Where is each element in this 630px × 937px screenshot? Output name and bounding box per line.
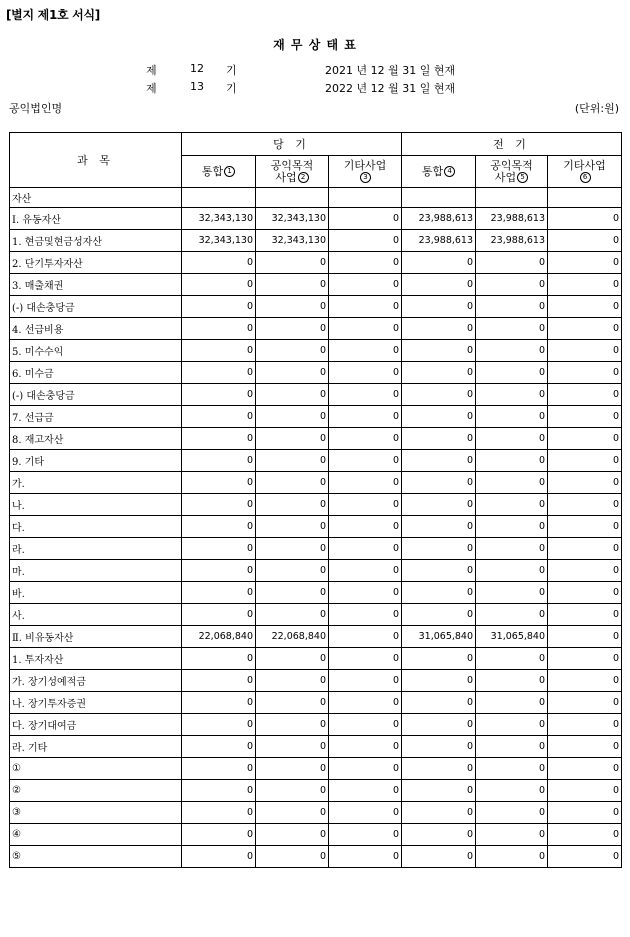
amount-cell: 0	[256, 450, 329, 472]
amount-cell: 0	[476, 406, 548, 428]
amount-cell: 0	[402, 252, 476, 274]
amount-cell: 0	[548, 538, 622, 560]
amount-cell: 0	[548, 252, 622, 274]
amount-cell: 0	[182, 582, 256, 604]
period-date: 2022 년 12 월 31 일 현재	[325, 82, 456, 95]
amount-cell: 0	[329, 692, 402, 714]
account-label: Ⅰ. 유동자산	[10, 208, 182, 230]
period-date: 2021 년 12 월 31 일 현재	[325, 64, 456, 77]
amount-cell: 0	[548, 846, 622, 868]
corporation-name-label: 공익법인명	[9, 102, 63, 115]
column-header	[256, 156, 329, 188]
amount-cell: 0	[402, 604, 476, 626]
amount-cell: 0	[476, 494, 548, 516]
amount-cell: 0	[548, 582, 622, 604]
amount-cell: 0	[402, 362, 476, 384]
amount-cell: 0	[548, 648, 622, 670]
amount-cell: 0	[548, 692, 622, 714]
amount-cell: 0	[182, 758, 256, 780]
account-label: 다. 장기대여금	[10, 714, 182, 736]
account-label: ④	[10, 824, 182, 846]
amount-cell	[476, 188, 548, 208]
amount-cell: 22,068,840	[182, 626, 256, 648]
amount-cell: 32,343,130	[256, 208, 329, 230]
balance-sheet-table	[9, 132, 622, 868]
amount-cell: 0	[548, 824, 622, 846]
column-number-mark: 5	[517, 172, 528, 183]
amount-cell: 0	[329, 670, 402, 692]
amount-cell: 0	[548, 296, 622, 318]
account-label: 나. 장기투자증권	[10, 692, 182, 714]
amount-cell: 0	[548, 340, 622, 362]
amount-cell: 0	[548, 516, 622, 538]
amount-cell: 0	[329, 252, 402, 274]
column-number-mark: 6	[580, 172, 591, 183]
account-label: (-) 대손충당금	[10, 296, 182, 318]
account-label: 다.	[10, 516, 182, 538]
column-header-line1: 기타사업	[563, 158, 606, 172]
account-label: 3. 매출채권	[10, 274, 182, 296]
amount-cell: 0	[256, 538, 329, 560]
account-label: 5. 미수수익	[10, 340, 182, 362]
period-gi: 기	[226, 82, 237, 95]
amount-cell: 0	[548, 560, 622, 582]
amount-cell: 0	[329, 758, 402, 780]
amount-cell: 0	[329, 230, 402, 252]
amount-cell: 0	[256, 824, 329, 846]
amount-cell: 0	[329, 560, 402, 582]
amount-cell: 0	[402, 824, 476, 846]
amount-cell: 32,343,130	[182, 230, 256, 252]
amount-cell: 0	[256, 274, 329, 296]
amount-cell: 0	[476, 604, 548, 626]
amount-cell: 0	[402, 406, 476, 428]
account-label: 가.	[10, 472, 182, 494]
account-label: (-) 대손충당금	[10, 384, 182, 406]
account-label: Ⅱ. 비유동자산	[10, 626, 182, 648]
amount-cell: 23,988,613	[402, 208, 476, 230]
amount-cell: 0	[476, 472, 548, 494]
amount-cell: 0	[402, 670, 476, 692]
column-header-line1: 공익목적	[270, 158, 314, 172]
amount-cell: 0	[256, 604, 329, 626]
amount-cell: 0	[329, 406, 402, 428]
amount-cell: 0	[182, 692, 256, 714]
table-body	[10, 188, 622, 868]
amount-cell: 0	[548, 384, 622, 406]
amount-cell	[402, 188, 476, 208]
amount-cell: 0	[476, 758, 548, 780]
amount-cell: 0	[329, 824, 402, 846]
column-header	[476, 156, 548, 188]
amount-cell: 0	[256, 780, 329, 802]
amount-cell: 0	[256, 692, 329, 714]
account-label: 6. 미수금	[10, 362, 182, 384]
amount-cell: 0	[548, 494, 622, 516]
amount-cell: 0	[402, 384, 476, 406]
table-row	[10, 824, 622, 846]
amount-cell: 0	[329, 494, 402, 516]
amount-cell: 0	[476, 362, 548, 384]
table-row	[10, 296, 622, 318]
amount-cell: 0	[402, 560, 476, 582]
previous-period-header: 전 기	[402, 133, 622, 156]
amount-cell: 0	[329, 736, 402, 758]
amount-cell: 0	[329, 318, 402, 340]
amount-cell: 23,988,613	[402, 230, 476, 252]
account-label: ②	[10, 780, 182, 802]
amount-cell: 0	[402, 450, 476, 472]
amount-cell: 0	[256, 736, 329, 758]
amount-cell: 0	[256, 714, 329, 736]
header-group-row	[10, 133, 622, 156]
amount-cell: 0	[476, 780, 548, 802]
unit-label: (단위:원)	[574, 102, 619, 115]
table-row	[10, 780, 622, 802]
amount-cell: 0	[256, 472, 329, 494]
amount-cell: 0	[402, 472, 476, 494]
table-row	[10, 340, 622, 362]
amount-cell: 0	[548, 758, 622, 780]
table-row	[10, 252, 622, 274]
amount-cell: 0	[402, 538, 476, 560]
table-row	[10, 208, 622, 230]
amount-cell: 0	[329, 274, 402, 296]
amount-cell: 0	[329, 802, 402, 824]
column-header-line1: 통합	[421, 164, 444, 178]
account-label: 자산	[10, 188, 182, 208]
amount-cell: 0	[548, 428, 622, 450]
column-header-line2: 사업	[494, 170, 517, 184]
amount-cell: 0	[256, 384, 329, 406]
period-number: 12	[190, 62, 204, 75]
amount-cell: 32,343,130	[182, 208, 256, 230]
amount-cell: 0	[256, 582, 329, 604]
amount-cell: 0	[182, 450, 256, 472]
amount-cell: 0	[329, 428, 402, 450]
table-row	[10, 538, 622, 560]
period-line-previous	[0, 80, 630, 96]
account-label: 8. 재고자산	[10, 428, 182, 450]
amount-cell: 0	[476, 428, 548, 450]
column-header-line2: 사업	[275, 170, 297, 184]
table-row	[10, 188, 622, 208]
amount-cell: 0	[476, 516, 548, 538]
amount-cell: 32,343,130	[256, 230, 329, 252]
amount-cell: 0	[402, 802, 476, 824]
amount-cell: 0	[256, 846, 329, 868]
amount-cell: 0	[476, 802, 548, 824]
column-header	[548, 156, 622, 188]
amount-cell: 0	[476, 252, 548, 274]
account-label: 사.	[10, 604, 182, 626]
amount-cell: 0	[548, 736, 622, 758]
table-row	[10, 406, 622, 428]
account-label: ③	[10, 802, 182, 824]
table-row	[10, 516, 622, 538]
amount-cell: 0	[476, 274, 548, 296]
column-header-line1: 기타사업	[343, 158, 387, 172]
amount-cell	[329, 188, 402, 208]
table-row	[10, 472, 622, 494]
amount-cell: 23,988,613	[476, 230, 548, 252]
document-title: 재 무 상 태 표	[273, 38, 357, 52]
amount-cell: 23,988,613	[476, 208, 548, 230]
amount-cell: 0	[548, 780, 622, 802]
amount-cell: 0	[476, 846, 548, 868]
amount-cell: 0	[182, 296, 256, 318]
account-label: 나.	[10, 494, 182, 516]
amount-cell: 0	[256, 296, 329, 318]
amount-cell: 0	[402, 582, 476, 604]
amount-cell: 0	[329, 362, 402, 384]
account-label: 1. 투자자산	[10, 648, 182, 670]
column-header-line1: 공익목적	[490, 158, 533, 172]
amount-cell: 0	[182, 384, 256, 406]
amount-cell: 0	[402, 296, 476, 318]
table-row	[10, 846, 622, 868]
table-row	[10, 384, 622, 406]
amount-cell	[548, 188, 622, 208]
amount-cell: 0	[329, 714, 402, 736]
table-row	[10, 318, 622, 340]
amount-cell	[182, 188, 256, 208]
amount-cell: 0	[182, 802, 256, 824]
table-row	[10, 274, 622, 296]
amount-cell: 0	[402, 516, 476, 538]
amount-cell: 0	[329, 516, 402, 538]
column-number-mark: 4	[444, 166, 455, 177]
amount-cell: 0	[548, 626, 622, 648]
amount-cell: 0	[256, 406, 329, 428]
amount-cell: 0	[329, 472, 402, 494]
table-row	[10, 626, 622, 648]
column-header	[182, 156, 256, 188]
table-row	[10, 604, 622, 626]
form-tag: [별지 제1호 서식]	[6, 8, 100, 22]
amount-cell: 0	[548, 208, 622, 230]
amount-cell: 0	[476, 450, 548, 472]
account-label: 2. 단기투자자산	[10, 252, 182, 274]
table-row	[10, 736, 622, 758]
amount-cell: 0	[329, 340, 402, 362]
amount-cell: 0	[182, 780, 256, 802]
period-number: 13	[190, 80, 204, 93]
account-label: 마.	[10, 560, 182, 582]
amount-cell: 0	[329, 582, 402, 604]
account-label: ⑤	[10, 846, 182, 868]
amount-cell: 0	[182, 362, 256, 384]
amount-cell: 0	[476, 340, 548, 362]
amount-cell: 0	[402, 736, 476, 758]
amount-cell: 0	[182, 516, 256, 538]
amount-cell: 0	[182, 648, 256, 670]
amount-cell: 0	[182, 318, 256, 340]
column-header	[329, 156, 402, 188]
amount-cell: 0	[476, 736, 548, 758]
amount-cell: 0	[329, 846, 402, 868]
column-number-mark: 2	[298, 172, 309, 183]
table-row	[10, 362, 622, 384]
amount-cell: 0	[182, 560, 256, 582]
account-label: 1. 현금및현금성자산	[10, 230, 182, 252]
amount-cell: 0	[182, 714, 256, 736]
table-row	[10, 692, 622, 714]
column-number-mark: 1	[224, 166, 235, 177]
amount-cell: 0	[476, 714, 548, 736]
amount-cell: 0	[182, 274, 256, 296]
current-period-header: 당 기	[182, 133, 402, 156]
amount-cell: 0	[402, 714, 476, 736]
amount-cell: 0	[476, 538, 548, 560]
amount-cell: 0	[402, 780, 476, 802]
amount-cell: 0	[182, 406, 256, 428]
amount-cell: 0	[476, 318, 548, 340]
amount-cell: 0	[256, 802, 329, 824]
amount-cell: 0	[329, 626, 402, 648]
account-label: 9. 기타	[10, 450, 182, 472]
amount-cell: 0	[182, 670, 256, 692]
table-row	[10, 802, 622, 824]
amount-cell: 0	[476, 296, 548, 318]
table-row	[10, 560, 622, 582]
table-row	[10, 758, 622, 780]
amount-cell: 0	[548, 406, 622, 428]
amount-cell: 0	[182, 252, 256, 274]
amount-cell: 0	[402, 758, 476, 780]
amount-cell: 0	[402, 648, 476, 670]
amount-cell: 0	[329, 450, 402, 472]
amount-cell: 0	[548, 362, 622, 384]
account-label: 라.	[10, 538, 182, 560]
period-line-current	[0, 62, 630, 78]
table-row	[10, 670, 622, 692]
amount-cell: 0	[476, 560, 548, 582]
amount-cell: 31,065,840	[476, 626, 548, 648]
period-gi: 기	[226, 64, 237, 77]
table-row	[10, 582, 622, 604]
amount-cell: 0	[548, 670, 622, 692]
amount-cell: 0	[256, 428, 329, 450]
amount-cell: 0	[548, 472, 622, 494]
column-header	[402, 156, 476, 188]
amount-cell: 0	[476, 692, 548, 714]
amount-cell: 0	[256, 494, 329, 516]
amount-cell: 0	[476, 824, 548, 846]
amount-cell: 0	[182, 494, 256, 516]
amount-cell: 0	[548, 604, 622, 626]
amount-cell: 0	[329, 538, 402, 560]
amount-cell: 0	[329, 208, 402, 230]
amount-cell	[256, 188, 329, 208]
amount-cell: 0	[329, 384, 402, 406]
amount-cell: 0	[476, 582, 548, 604]
amount-cell: 0	[182, 340, 256, 362]
amount-cell: 0	[402, 846, 476, 868]
amount-cell: 0	[329, 648, 402, 670]
amount-cell: 0	[256, 758, 329, 780]
column-header-line1: 통합	[201, 164, 224, 178]
amount-cell: 0	[329, 604, 402, 626]
amount-cell: 0	[548, 450, 622, 472]
amount-cell: 0	[182, 846, 256, 868]
amount-cell: 0	[256, 362, 329, 384]
amount-cell: 0	[548, 230, 622, 252]
table-row	[10, 230, 622, 252]
account-label: 바.	[10, 582, 182, 604]
amount-cell: 0	[182, 538, 256, 560]
table-row	[10, 428, 622, 450]
table-row	[10, 450, 622, 472]
table-row	[10, 494, 622, 516]
amount-cell: 0	[402, 428, 476, 450]
table-row	[10, 714, 622, 736]
amount-cell: 0	[256, 340, 329, 362]
amount-cell: 22,068,840	[256, 626, 329, 648]
amount-cell: 0	[256, 516, 329, 538]
amount-cell: 0	[182, 472, 256, 494]
account-label: 라. 기타	[10, 736, 182, 758]
amount-cell: 0	[256, 648, 329, 670]
amount-cell: 0	[182, 736, 256, 758]
account-label: 4. 선급비용	[10, 318, 182, 340]
amount-cell: 0	[402, 274, 476, 296]
amount-cell: 0	[256, 670, 329, 692]
amount-cell: 0	[476, 670, 548, 692]
period-je: 제	[146, 64, 157, 77]
amount-cell: 0	[329, 780, 402, 802]
amount-cell: 0	[402, 318, 476, 340]
amount-cell: 0	[329, 296, 402, 318]
amount-cell: 0	[476, 384, 548, 406]
account-label: 7. 선급금	[10, 406, 182, 428]
column-number-mark: 3	[360, 172, 371, 183]
amount-cell: 0	[402, 340, 476, 362]
account-header: 과 목	[10, 133, 182, 188]
amount-cell: 0	[402, 494, 476, 516]
amount-cell: 0	[182, 604, 256, 626]
amount-cell: 0	[256, 252, 329, 274]
amount-cell: 31,065,840	[402, 626, 476, 648]
account-label: 가. 장기성예적금	[10, 670, 182, 692]
amount-cell: 0	[548, 802, 622, 824]
amount-cell: 0	[402, 692, 476, 714]
amount-cell: 0	[548, 274, 622, 296]
amount-cell: 0	[548, 318, 622, 340]
period-je: 제	[146, 82, 157, 95]
table-row	[10, 648, 622, 670]
amount-cell: 0	[476, 648, 548, 670]
amount-cell: 0	[256, 318, 329, 340]
amount-cell: 0	[182, 824, 256, 846]
amount-cell: 0	[256, 560, 329, 582]
amount-cell: 0	[182, 428, 256, 450]
account-label: ①	[10, 758, 182, 780]
amount-cell: 0	[548, 714, 622, 736]
